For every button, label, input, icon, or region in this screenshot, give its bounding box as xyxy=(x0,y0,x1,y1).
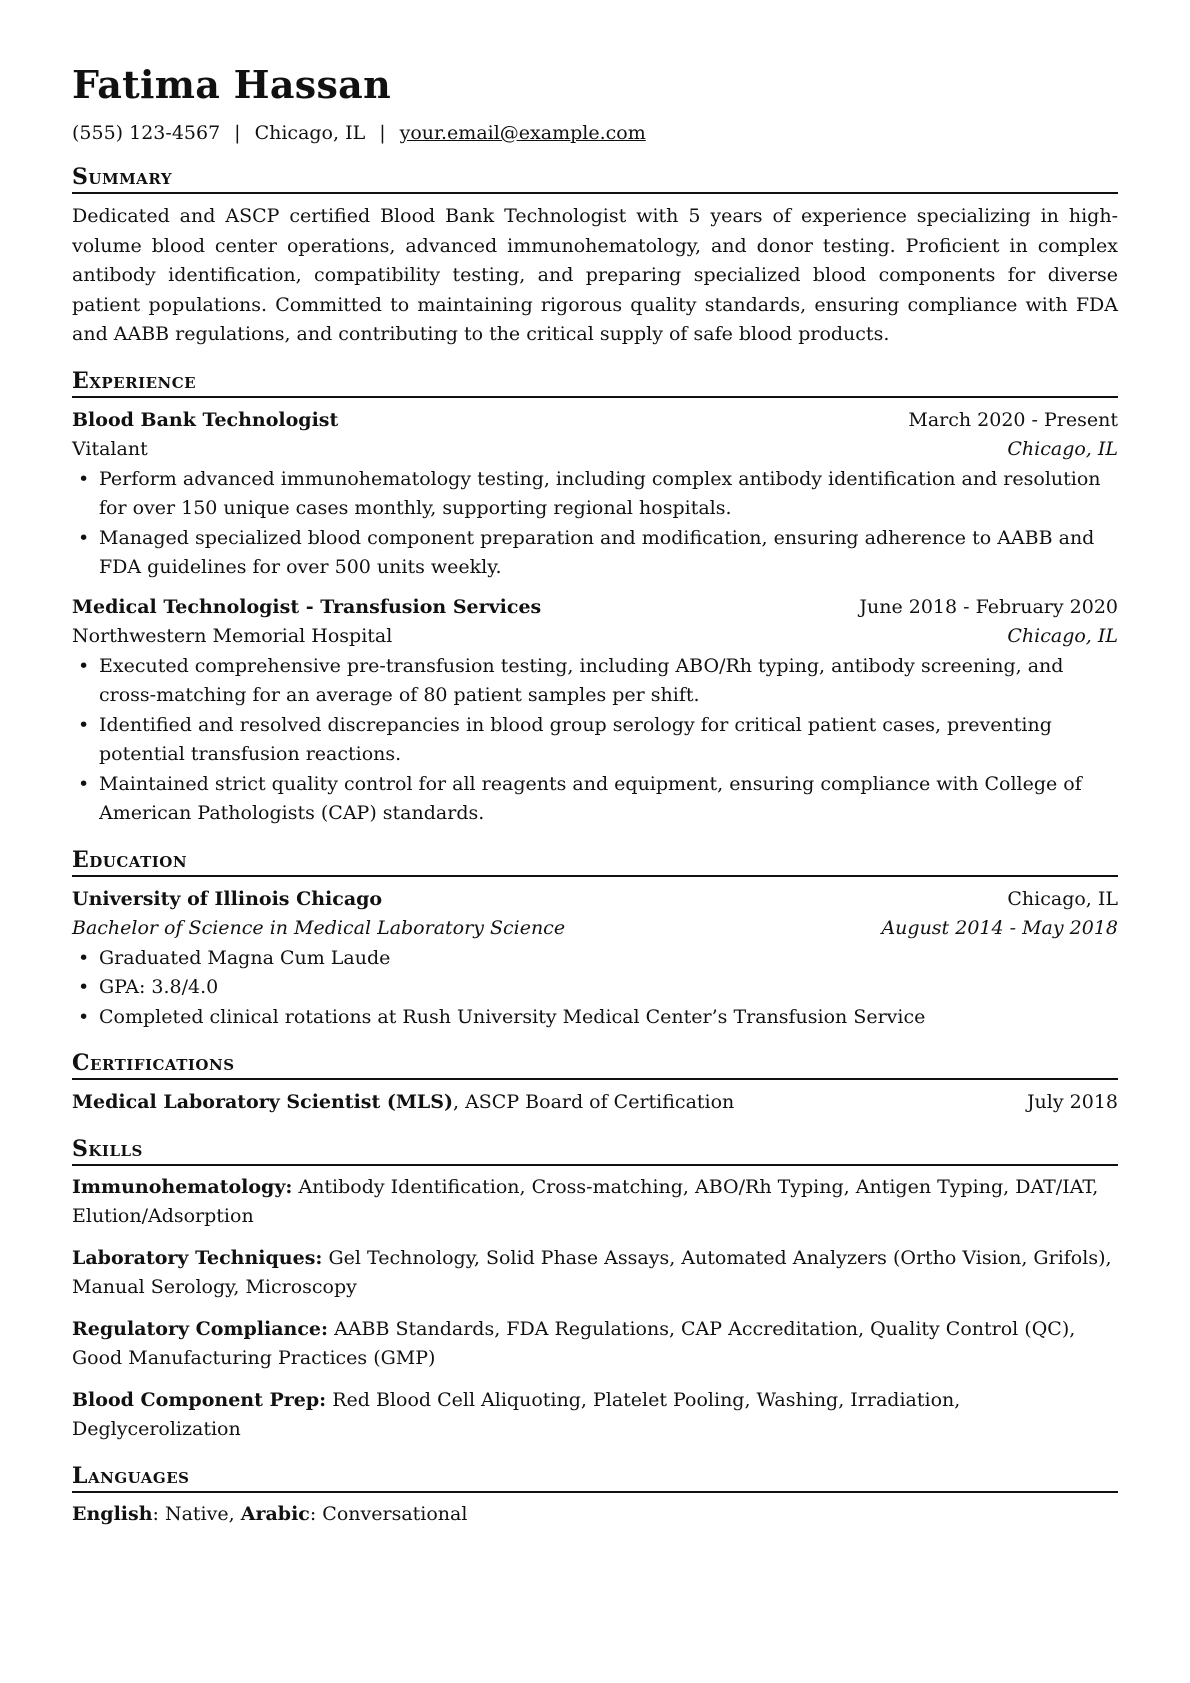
list-item: • Maintained strict quality control for all reagents and equipment, ensuring compliance with College of American Pathologists (CAP) standards. xyxy=(72,770,1118,829)
language-name: English xyxy=(72,1502,153,1525)
contact-line xyxy=(72,120,1118,146)
bullet-icon: • xyxy=(78,467,90,490)
skill-label: Laboratory Techniques: xyxy=(72,1246,323,1269)
separator: | xyxy=(234,122,241,144)
section-title-experience: Experience xyxy=(72,366,1118,398)
language-name: Arabic xyxy=(240,1502,310,1525)
bullet-icon: • xyxy=(78,976,90,998)
skill-row xyxy=(72,1386,1118,1445)
skill-label: Immunohematology: xyxy=(72,1175,293,1198)
school-location: Chicago, IL xyxy=(1007,887,1118,910)
bullet-icon: • xyxy=(78,713,90,736)
candidate-name: Fatima Hassan xyxy=(72,62,392,107)
list-item: • GPA: 3.8/4.0 xyxy=(72,973,1118,1003)
skill-value: Gel Technology, Solid Phase Assays, Automated Analyzers (Ortho Vision, Grifols), Manual Serology, Microscopy xyxy=(72,1246,1112,1298)
skill-row xyxy=(72,1173,1118,1232)
list-item: • Graduated Magna Cum Laude xyxy=(72,944,1118,974)
section-title-summary: Summary xyxy=(72,162,1118,194)
skill-value: Antibody Identification, Cross-matching, ABO/Rh Typing, Antigen Typing, DAT/IAT, Elution/Adsorption xyxy=(72,1175,1099,1227)
list-item: • Perform advanced immunohematology testing, including complex antibody identification and resolution for over 150 unique cases monthly, supporting regional hospitals. xyxy=(72,465,1118,524)
bullet-icon: • xyxy=(78,526,90,549)
bullet-icon: • xyxy=(78,946,90,969)
list-item: • Managed specialized blood component preparation and modification, ensuring adherence to AABB and FDA guidelines for over 500 units weekly. xyxy=(72,524,1118,583)
phone: (555) 123-4567 xyxy=(72,122,221,144)
job-location: Chicago, IL xyxy=(1007,438,1118,460)
email-link[interactable]: your.email@example.com xyxy=(399,122,646,144)
job-title: Medical Technologist - Transfusion Services xyxy=(72,595,542,618)
skill-label: Blood Component Prep: xyxy=(72,1388,327,1411)
language-separator: , xyxy=(228,1502,241,1525)
degree: Bachelor of Science in Medical Laboratory Science xyxy=(72,917,566,939)
language-level: : Conversational xyxy=(309,1502,468,1525)
location: Chicago, IL xyxy=(254,122,366,144)
list-item: • Completed clinical rotations at Rush University Medical Center’s Transfusion Service xyxy=(72,1003,1118,1033)
school-name: University of Illinois Chicago xyxy=(72,887,383,910)
company: Northwestern Memorial Hospital xyxy=(72,625,393,647)
skill-row xyxy=(72,1315,1118,1374)
skill-value: AABB Standards, FDA Regulations, CAP Accreditation, Quality Control (QC), Good Manufacturing Practices (GMP) xyxy=(72,1317,1076,1369)
list-item: • Identified and resolved discrepancies in blood group serology for critical patient cases, preventing potential transfusion reactions. xyxy=(72,711,1118,770)
job-location: Chicago, IL xyxy=(1007,625,1118,647)
list-item: • Executed comprehensive pre-transfusion testing, including ABO/Rh typing, antibody screening, and cross-matching for an average of 80 patient samples per shift. xyxy=(72,652,1118,711)
bullet-icon: • xyxy=(78,772,90,795)
education-entry xyxy=(72,885,1118,1033)
job-title: Blood Bank Technologist xyxy=(72,408,339,431)
certification-entry xyxy=(72,1088,1118,1118)
bullet-icon: • xyxy=(78,1005,90,1028)
languages-line xyxy=(72,1500,1118,1530)
language-level: : Native xyxy=(152,1502,229,1525)
certification-name: Medical Laboratory Scientist (MLS) xyxy=(72,1091,453,1113)
experience-entry xyxy=(72,406,1118,583)
separator: | xyxy=(379,122,386,144)
summary-text: Dedicated and ASCP certified Blood Bank Technologist with 5 years of experience specializing in high-volume blood center operations, advanced immunohematology, and donor testing. Proficient in complex antibody identification, compatibility testing, and preparing specialized blood components for diverse patient populations. Committed to maintaining rigorous quality standards, ensuring compliance with FDA and AABB regulations, and contributing to the critical supply of safe blood products. xyxy=(72,205,1118,345)
skill-value: Red Blood Cell Aliquoting, Platelet Pooling, Washing, Irradiation, Deglycerolization xyxy=(72,1388,961,1440)
bullet-icon: • xyxy=(78,654,90,677)
skill-label: Regulatory Compliance: xyxy=(72,1317,329,1340)
job-dates: June 2018 - February 2020 xyxy=(859,595,1118,618)
section-title-certifications: Certifications xyxy=(72,1048,1118,1080)
certification-date: July 2018 xyxy=(1026,1091,1118,1113)
certification-issuer: , ASCP Board of Certification xyxy=(452,1091,735,1113)
company: Vitalant xyxy=(72,438,148,460)
skill-row xyxy=(72,1244,1118,1303)
experience-entry xyxy=(72,593,1118,829)
education-dates: August 2014 - May 2018 xyxy=(881,917,1118,939)
job-dates: March 2020 - Present xyxy=(908,408,1118,431)
section-title-education: Education xyxy=(72,845,1118,877)
section-title-skills: Skills xyxy=(72,1134,1118,1166)
section-title-languages: Languages xyxy=(72,1461,1118,1493)
